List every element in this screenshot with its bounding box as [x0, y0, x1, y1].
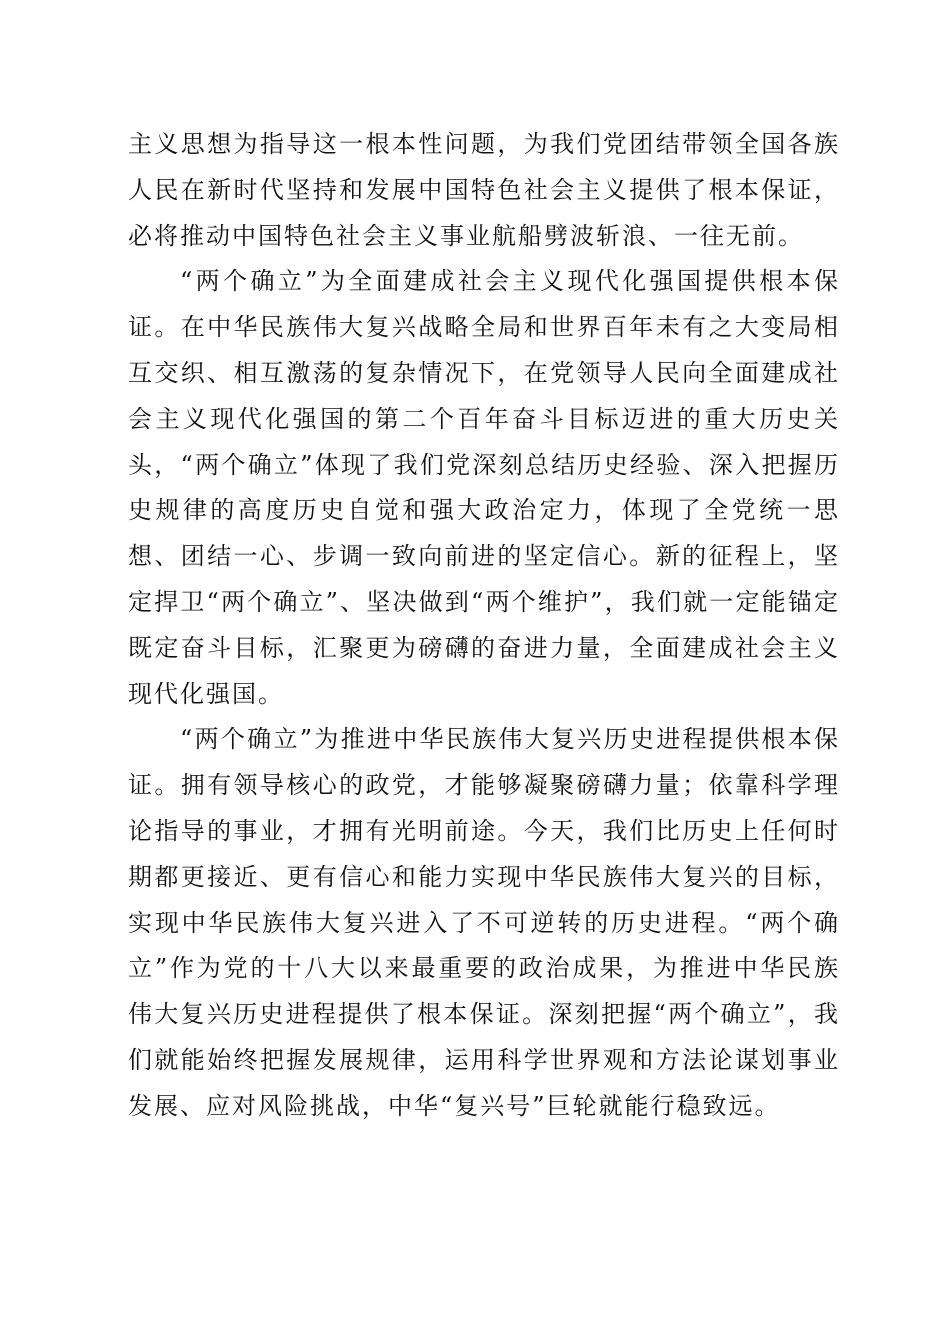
paragraph-continuation: 主义思想为指导这一根本性问题，为我们党团结带领全国各族人民在新时代坚持和发展中国特色社会主义提供了根本保证，必将推动中国特色社会主义事业航船劈波斩浪、一往无前。 [128, 130, 840, 250]
paragraph-modern-socialist-country: “两个确立”为全面建成社会主义现代化强国提供根本保证。在中华民族伟大复兴战略全局和世界百年未有之大变局相互交织、相互激荡的复杂情况下，在党领导人民向全面建成社会主义现代化强国的第二个百年奋斗目标迈进的重大历史关头，“两个确立”体现了我们党深刻总结历史经验、深入把握历史规律的高度历史自觉和强大政治定力，体现了全党统一思想、团结一心、步调一致向前进的坚定信心。新的征程上，坚定捍卫“两个确立”、坚决做到“两个维护”，我们就一定能锚定既定奋斗目标，汇聚更为磅礴的奋进力量，全面建成社会主义现代化强国。 [128, 267, 840, 708]
paragraph-national-rejuvenation: “两个确立”为推进中华民族伟大复兴历史进程提供根本保证。拥有领导核心的政党，才能够凝聚磅礴力量；依靠科学理论指导的事业，才拥有光明前途。今天，我们比历史上任何时期都更接近、更有信心和能力实现中华民族伟大复兴的目标，实现中华民族伟大复兴进入了不可逆转的历史进程。“两个确立”作为党的十八大以来最重要的政治成果，为推进中华民族伟大复兴历史进程提供了根本保证。深刻把握“两个确立”，我们就能始终把握发展规律，运用科学世界观和方法论谋划事业发展、应对风险挑战，中华“复兴号”巨轮就能行稳致远。 [128, 725, 840, 1120]
document-body [128, 122, 840, 1130]
